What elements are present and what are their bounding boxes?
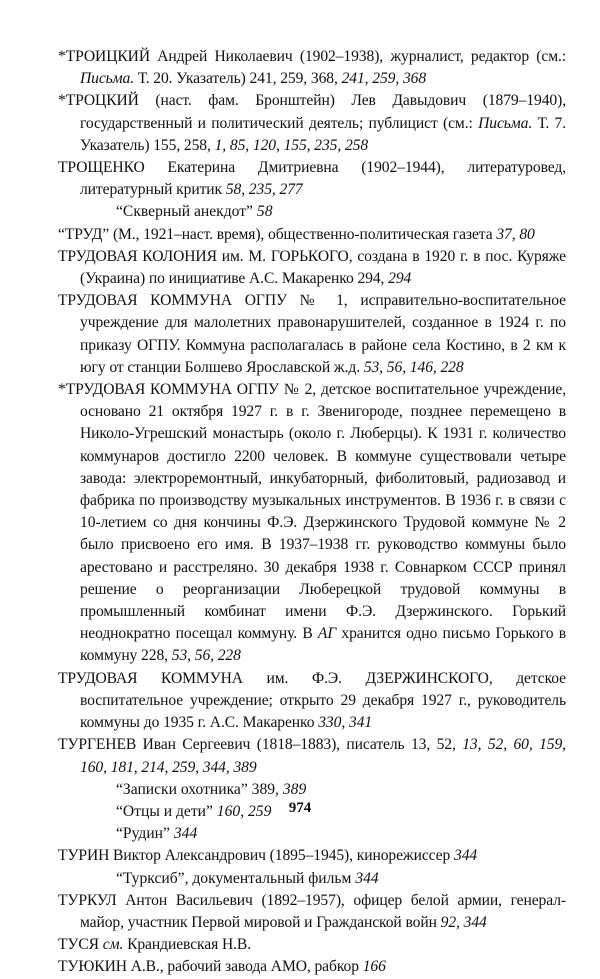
index-subentry [58,868,566,890]
entry-text: ТУЮКИН А.В., рабочий завода АМО, рабкор [58,958,363,976]
italic-reference: 92, 344 [440,913,487,931]
entry-text: Крандиевская Н.В. [123,936,252,954]
entry-text: *ТРУДОВАЯ КОММУНА ОГПУ № 2, детское воспитательное учреждение, основано 21 октября 1927 г. в г. Звенигороде, позднее перемещено в Николо-Угрешский монастырь (около г. Люберцы). К 1931 г. количество коммунаров достигло 2200 человек. В коммуне существовали четыре завода: электроремонтный, инкубаторный, фиболитовый, радиозавод и фабрика по производству музыкальных инструментов. В 1936 г. в связи с 10-летием со дня кончины Ф.Э. Дзержинского Трудовой коммуне № 2 было присвоено его имя. В 1937–1938 гг. руководство коммуны было арестовано и расстреляно. 30 декабря 1938 г. Совнарком СССР принял решение о реорганизации Люберецкой трудовой коммуны в промышленный комбинат имени Ф.Э. Дзержинского. Горький неоднократно посещал коммуну. В [58,381,566,643]
index-entry [58,668,566,735]
entry-text: “Отцы и дети” [116,802,217,820]
italic-reference: 166 [362,958,386,976]
entry-text: “Турксиб”, документальный фильм [116,869,356,887]
italic-reference: 389 [282,780,307,798]
index-entry [58,157,566,201]
italic-reference: 53, 56, 146, 228 [363,358,464,376]
italic-reference: 1, 85, 120, 155, 235, 258 [214,136,369,154]
index-entry [58,890,566,934]
italic-reference: 344 [173,825,198,843]
entry-text: ТУРКУЛ Антон Васильевич (1892–1957), офицер белой армии, генерал-майор, участник Первой мировой и Гражданской войн [58,891,566,931]
index-entry [58,734,566,778]
index-entry [58,90,566,157]
italic-reference: 53, 56, 228 [171,647,241,665]
index-subentry [58,779,566,801]
italic-reference: 241, 259, 368 [341,70,427,88]
italic-reference: 58 [256,203,273,221]
italic-reference: Письма. [80,70,135,88]
entry-text: “Записки охотника” 389, [116,780,283,798]
italic-reference: 160, 259 [216,802,272,820]
index-entry [58,224,566,246]
entry-text: ТРУДОВАЯ КОЛОНИЯ им. М. ГОРЬКОГО, создана в 1920 г. в пос. Куряже (Украина) по инициативе А.С. Макаренко 294, [58,247,566,288]
italic-reference: АГ [317,625,337,643]
italic-reference: 330, 341 [318,714,373,732]
italic-reference: 13, 52, 60, 159, 160, 181, 214, 259, 344, 389 [80,736,566,776]
index-entry [58,934,566,956]
entry-text: ТУСЯ [58,936,103,954]
entry-text: ТРОЩЕНКО Екатерина Дмитриевна (1902–1944), литературовед, литературный критик [58,159,566,199]
entry-text: хранится одно письмо Горького в коммуну 228, [80,625,566,665]
entry-text: *ТРОИЦКИЙ Андрей Николаевич (1902–1938), журналист, редактор (см.: [58,48,566,65]
entry-text: ТУРГЕНЕВ Иван Сергеевич (1818–1883), писатель 13, 52, [58,736,463,754]
entry-text: ТУРИН Виктор Александрович (1895–1945), кинорежиссер [58,847,454,865]
entry-text: ТРУДОВАЯ КОММУНА ОГПУ № 1, исправительно-воспитательное учреждение для малолетних правонарушителей, созданное в 1924 г. по приказу ОГПУ. Коммуна располагалась в районе села Костино, в 2 км к югу от станции Болшево Ярославской ж.д. [58,292,566,376]
italic-reference: 344 [454,847,478,865]
page-number: 974 [288,800,312,816]
index-entry [58,379,566,668]
index-subentry [58,823,566,845]
italic-reference: Письма. [478,114,533,132]
entry-text: Т. 20. Указатель) 241, 259, 368, [134,70,342,88]
italic-reference: 37, 80 [496,225,535,243]
italic-reference: 58, 235, 277 [225,181,303,199]
index-entry [58,290,566,379]
italic-reference: 294 [388,270,412,288]
italic-reference: 344 [355,869,379,887]
index-subentry [58,201,566,223]
entry-text: ТРУДОВАЯ КОММУНА им. Ф.Э. ДЗЕРЖИНСКОГО, детское воспитательное учреждение; открыто 29 декабря 1927 г., руководитель коммуны до 1935 г. А.С. Макаренко [58,669,566,732]
entry-text: Т. 7. Указатель) 155, 258, [80,114,566,154]
entry-text: “Рудин” [116,825,174,843]
entry-text: *ТРОЦКИЙ (наст. фам. Бронштейн) Лев Давыдович (1879–1940), государственный и политический деятель; публицист (см.: [58,92,566,132]
index-entry [58,956,566,978]
italic-reference: см. [102,936,124,954]
entry-text: “Скверный анекдот” [116,203,257,221]
entry-text: “ТРУД” (М., 1921–наст. время), общественно-политическая газета [58,225,497,243]
index-entries [58,46,566,979]
index-entry [58,845,566,867]
index-entry [58,46,566,90]
index-entry [58,246,566,290]
